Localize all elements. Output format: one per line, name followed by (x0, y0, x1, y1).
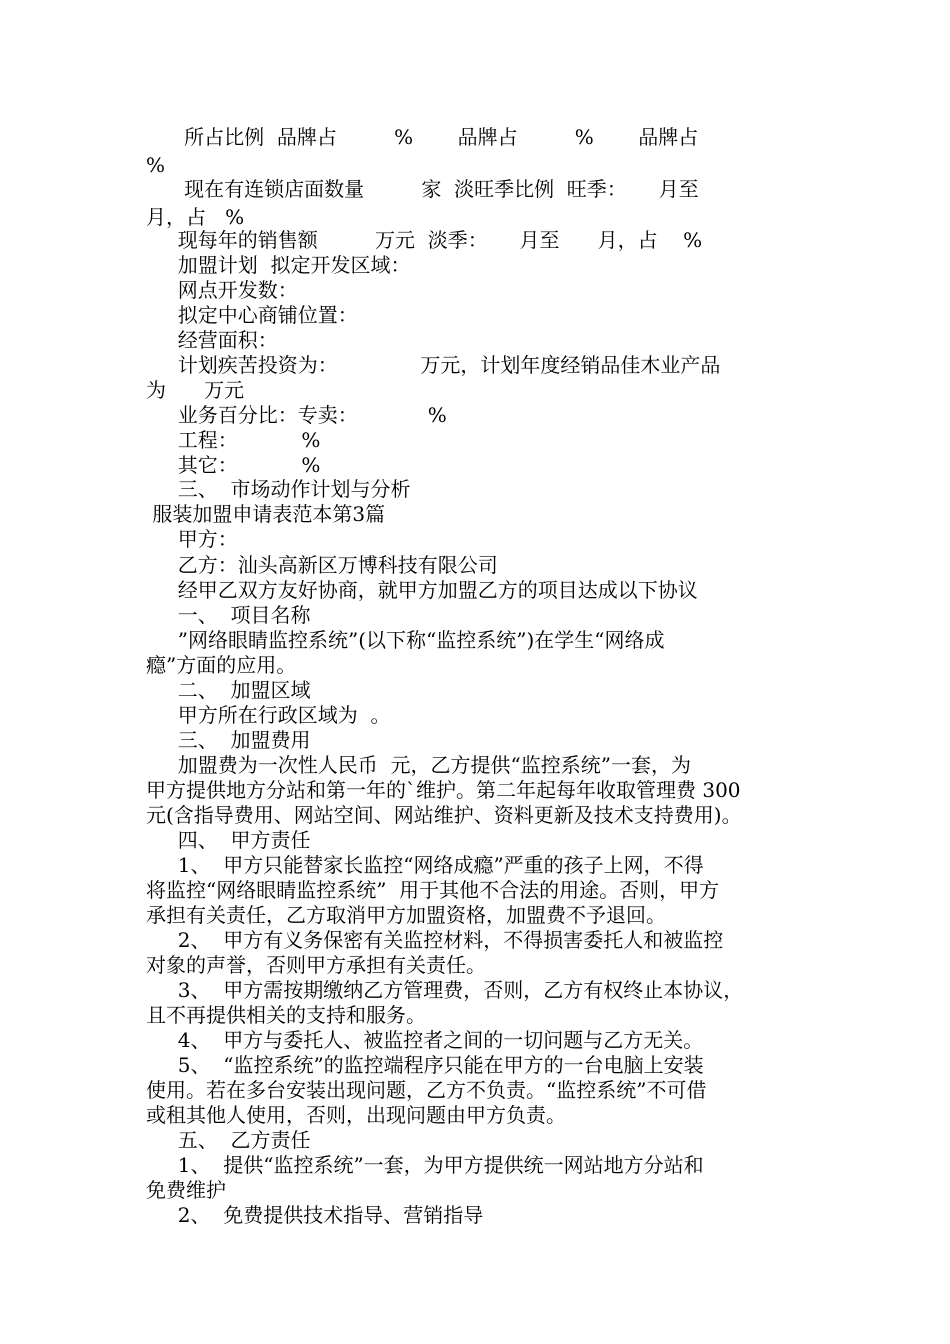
text-line: 甲方所在行政区域为 。 (146, 703, 391, 727)
text-line: 或租其他人使用，否则，出现问题由甲方负责。 (146, 1103, 566, 1127)
text-line: 现在有连锁店面数量 家 淡旺季比例 旺季： 月至 (146, 177, 699, 201)
text-line: 经甲乙双方友好协商，就甲方加盟乙方的项目达成以下协议 (146, 578, 698, 602)
text-line: 1、 提供“监控系统”一套，为甲方提供统一网站地方分站和 (146, 1153, 704, 1177)
text-line: 免费维护 (146, 1178, 226, 1202)
text-line: 且不再提供相关的支持和服务。 (146, 1003, 426, 1027)
text-line: 月，占 % (146, 205, 245, 229)
text-line: 2、 甲方有义务保密有关监控材料，不得损害委托人和被监控 (146, 928, 724, 952)
text-line: ”网络眼睛监控系统”(以下称“监控系统”)在学生“网络成 (146, 628, 665, 652)
text-line: 2、 免费提供技术指导、营销指导 (146, 1203, 484, 1227)
text-line: 4、 甲方与委托人、被监控者之间的一切问题与乙方无关。 (146, 1028, 704, 1052)
text-line: % (146, 153, 166, 177)
text-line: 二、 加盟区域 (146, 678, 311, 702)
text-line: 甲方提供地方分站和第一年的`维护。第二年起每年收取管理费 300 (146, 778, 741, 802)
text-line: 计划疾苦投资为： 万元，计划年度经销品佳木业产品 (146, 353, 721, 377)
text-line: 拟定中心商铺位置： (146, 303, 358, 327)
text-line: 经营面积： (146, 328, 278, 352)
text-line: 将监控“网络眼睛监控系统” 用于其他不合法的用途。否则，甲方 (146, 878, 720, 902)
text-line: 对象的声誉，否则甲方承担有关责任。 (146, 953, 486, 977)
text-line: 工程： % (146, 428, 321, 452)
text-line: 所占比例 品牌占 % 品牌占 % 品牌占 (146, 125, 699, 149)
text-line: 其它： % (146, 453, 321, 477)
text-line: 一、 项目名称 (146, 603, 311, 627)
text-line: 现每年的销售额 万元 淡季： 月至 月，占 % (146, 228, 703, 252)
text-line: 承担有关责任，乙方取消甲方加盟资格，加盟费不予退回。 (146, 903, 666, 927)
text-line: 为 万元 (146, 378, 245, 402)
text-line: 服装加盟申请表范本第3篇 (146, 502, 386, 526)
text-line: 5、 “监控系统”的监控端程序只能在甲方的一台电脑上安装 (146, 1053, 704, 1077)
text-line: 加盟费为一次性人民币 元，乙方提供“监控系统”一套，为 (146, 753, 691, 777)
text-line: 甲方： (146, 527, 238, 551)
text-line: 使用。若在多台安装出现问题，乙方不负责。“监控系统”不可借 (146, 1078, 707, 1102)
text-line: 四、 甲方责任 (146, 828, 311, 852)
text-line: 3、 甲方需按期缴纳乙方管理费，否则，乙方有权终止本协议， (146, 978, 744, 1002)
text-line: 五、 乙方责任 (146, 1128, 311, 1152)
text-line: 1、 甲方只能替家长监控“网络成瘾”严重的孩子上网，不得 (146, 853, 704, 877)
text-line: 元(含指导费用、网站空间、网站维护、资料更新及技术支持费用)。 (146, 803, 742, 827)
text-line: 业务百分比：专卖： % (146, 403, 447, 427)
text-line: 加盟计划 拟定开发区域： (146, 253, 411, 277)
text-line: 瘾”方面的应用。 (146, 653, 297, 677)
text-line: 三、 市场动作计划与分析 (146, 477, 411, 501)
text-line: 乙方：汕头高新区万博科技有限公司 (146, 553, 498, 577)
text-line: 三、 加盟费用 (146, 728, 311, 752)
text-line: 网点开发数： (146, 278, 298, 302)
